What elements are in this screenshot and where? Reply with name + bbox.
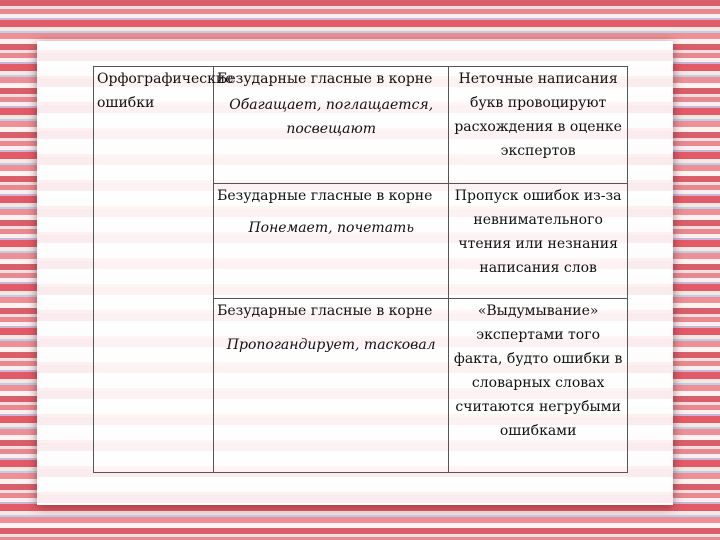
errors-table — [93, 66, 628, 473]
category-cell: Орфографические ошибки — [94, 67, 214, 473]
rule-text: Безударные гласные в корне — [217, 188, 433, 204]
examples-text: Пропогандирует, тасковал — [226, 337, 436, 353]
comment-cell: Неточные написания букв провоцируют расхождения в оценке экспертов — [449, 67, 628, 184]
comment-cell: Пропуск ошибок из-за невнимательного чтения или незнания написания слов — [449, 184, 628, 299]
examples-text: Обагащает, поглащается, посвещают — [229, 97, 434, 137]
rule-text: Безударные гласные в корне — [217, 303, 433, 319]
examples-text: Понемает, почетать — [248, 220, 414, 236]
table-row — [94, 67, 628, 184]
comment-cell: «Выдумывание» экспертами того факта, будто ошибки в словарных словах считаются негрубыми ошибками — [449, 299, 628, 473]
rule-cell — [214, 184, 449, 299]
rule-cell — [214, 67, 449, 184]
rule-text: Безударные гласные в корне — [217, 71, 433, 87]
rule-cell — [214, 299, 449, 473]
